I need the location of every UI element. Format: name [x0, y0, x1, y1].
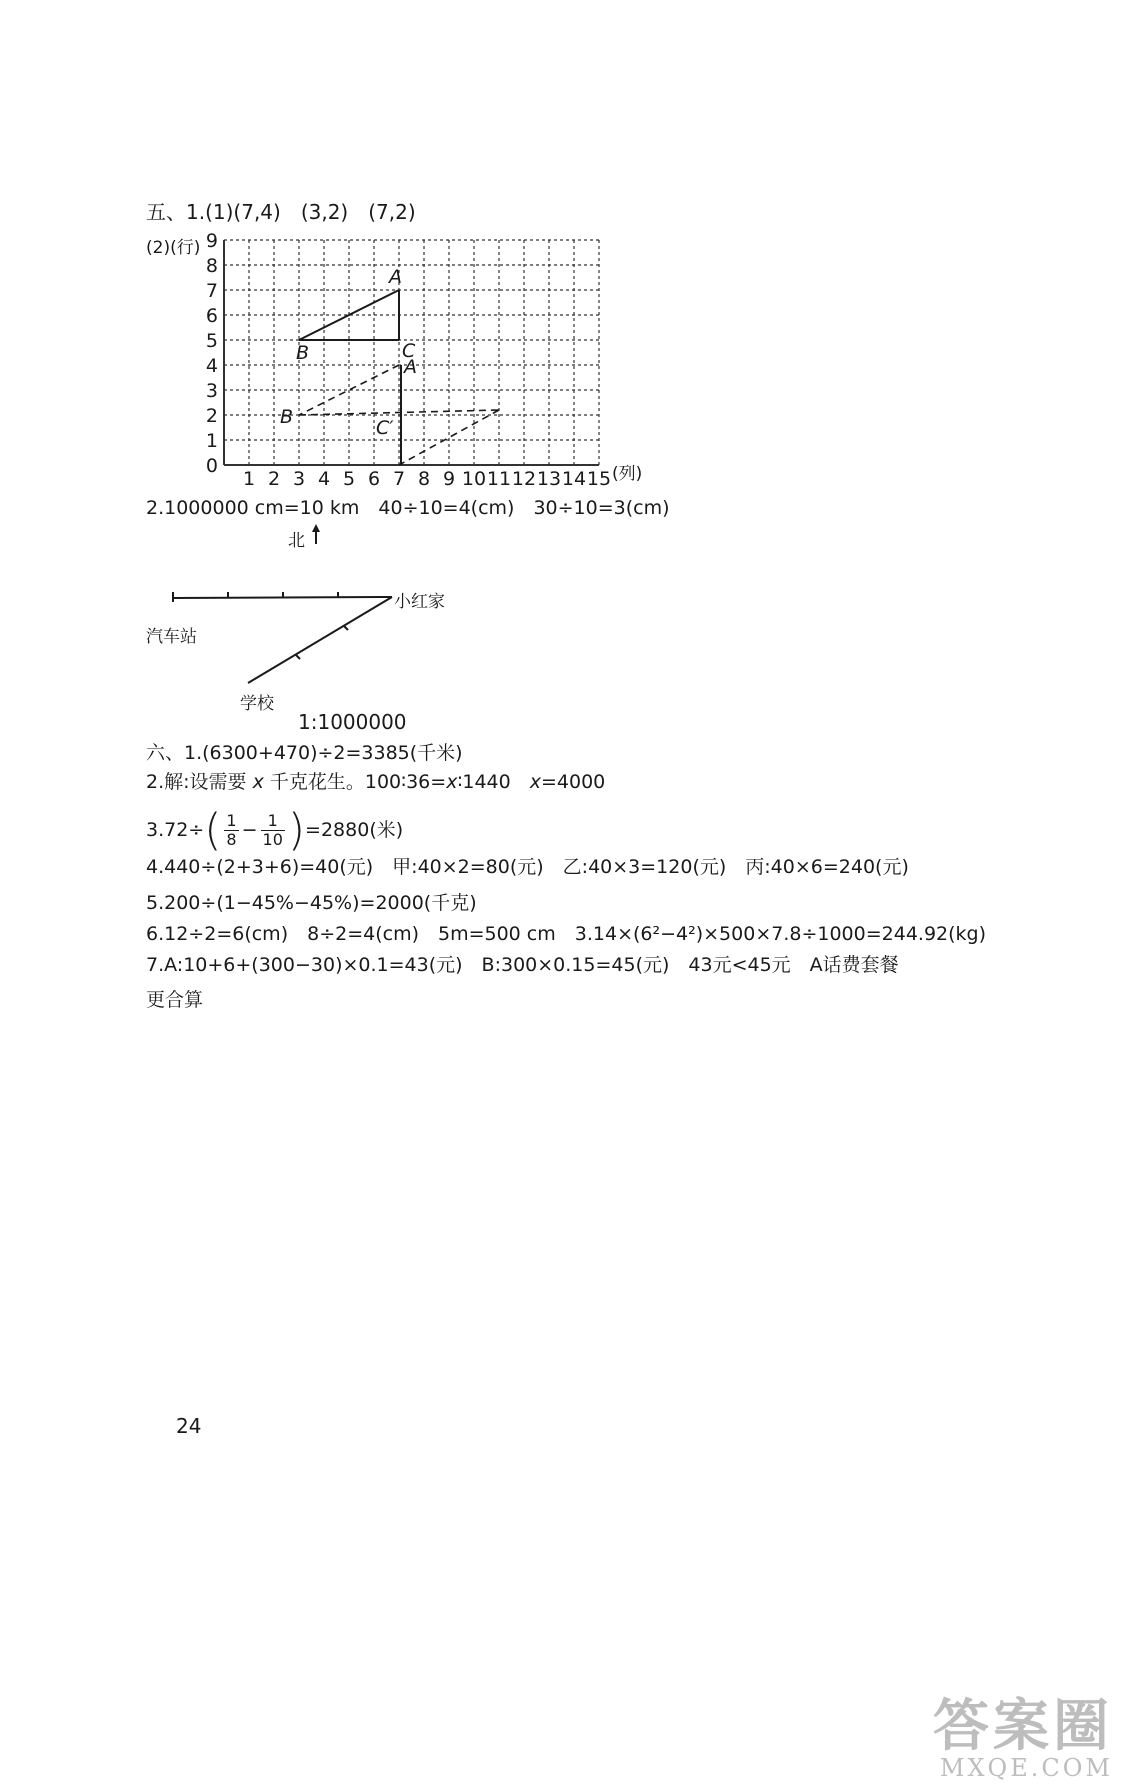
map-scale-label: 1:1000000	[298, 710, 407, 734]
route-school-tick	[296, 655, 300, 659]
map-home-label: 小红家	[394, 592, 445, 612]
row-tick-label: 0	[205, 455, 218, 477]
row-tick-label: 1	[205, 430, 218, 452]
col-tick-label: 2	[267, 468, 281, 490]
row-tick-label: 7	[205, 280, 218, 302]
col-tick-label: 10	[461, 468, 487, 490]
route-school-tick	[344, 626, 348, 630]
point-b-prime-label: B	[280, 406, 294, 428]
point-a-label: A	[389, 266, 402, 288]
row-tick-label: 6	[205, 305, 218, 327]
q6-7-answer-cont: 更合算	[146, 989, 204, 1011]
col-tick-label: 3	[292, 468, 306, 490]
map-north-label: 北	[288, 531, 305, 551]
col-tick-label: 11	[486, 468, 512, 490]
fraction-one-tenth: $\frac{1}{10}$	[262, 811, 283, 849]
col-tick-label: 1	[242, 468, 256, 490]
map-school-label: 学校	[240, 694, 274, 714]
q5-1-answer: 五、1.(1)(7,4) (3,2) (7,2)	[146, 200, 416, 224]
col-tick-label: 7	[392, 468, 406, 490]
point-b-label: B	[296, 342, 310, 364]
q6-3-answer: 3.72÷( $\frac{1}{8}$ − $\frac{1}{10}$ )=2880(米)	[146, 804, 404, 856]
row-tick-label: 8	[205, 255, 218, 277]
col-tick-label: 15	[586, 468, 612, 490]
page-number: 24	[176, 1414, 202, 1438]
q6-6-answer: 6.12÷2=6(cm) 8÷2=4(cm) 5m=500 cm 3.14×(6²−4²)×500×7.8÷1000=244.92(kg)	[146, 923, 987, 945]
q6-1-answer: 六、1.(6300+470)÷2=3385(千米)	[146, 742, 463, 764]
col-tick-label: 6	[367, 468, 381, 490]
q6-5-answer: 5.200÷(1−45%−45%)=2000(千克)	[146, 892, 477, 914]
point-c-label: C	[402, 340, 416, 362]
q6-2-answer: 2.解:设需要 x 千克花生。100∶36=x∶1440 x=4000	[146, 771, 606, 793]
col-tick-label: 9	[442, 468, 456, 490]
col-tick-label: 13	[536, 468, 562, 490]
row-tick-label: 4	[205, 355, 218, 377]
map-station-label: 汽车站	[146, 627, 197, 647]
north-arrow-icon	[312, 524, 320, 532]
row-tick-label: 3	[205, 380, 218, 402]
site-watermark: 答案圈 MXQE.COM	[933, 1693, 1113, 1782]
col-tick-label: 4	[317, 468, 331, 490]
point-a-prime-label: A	[404, 356, 417, 378]
q6-7-answer: 7.A:10+6+(300−30)×0.1=43(元) B:300×0.15=45(元) 43元<45元 A话费套餐	[146, 954, 899, 976]
grid-row-axis-label: (2)(行)	[146, 238, 201, 258]
row-tick-label: 9	[205, 230, 218, 252]
q6-4-answer: 4.440÷(2+3+6)=40(元) 甲:40×2=80(元) 乙:40×3=120(元) 丙:40×6=240(元)	[146, 856, 909, 878]
grid-column-axis-label: (列)	[612, 464, 643, 484]
row-tick-label: 5	[205, 330, 218, 352]
q5-2-answer: 2.1000000 cm=10 km 40÷10=4(cm) 30÷10=3(cm)	[146, 497, 670, 519]
route-home-to-school	[248, 597, 392, 683]
col-tick-label: 14	[561, 468, 587, 490]
point-c-prime-label: C′	[376, 417, 394, 439]
col-tick-label: 12	[511, 468, 537, 490]
col-tick-label: 8	[417, 468, 431, 490]
row-tick-label: 2	[205, 405, 218, 427]
col-tick-label: 5	[342, 468, 356, 490]
fraction-one-eighth: $\frac{1}{8}$	[226, 811, 237, 849]
